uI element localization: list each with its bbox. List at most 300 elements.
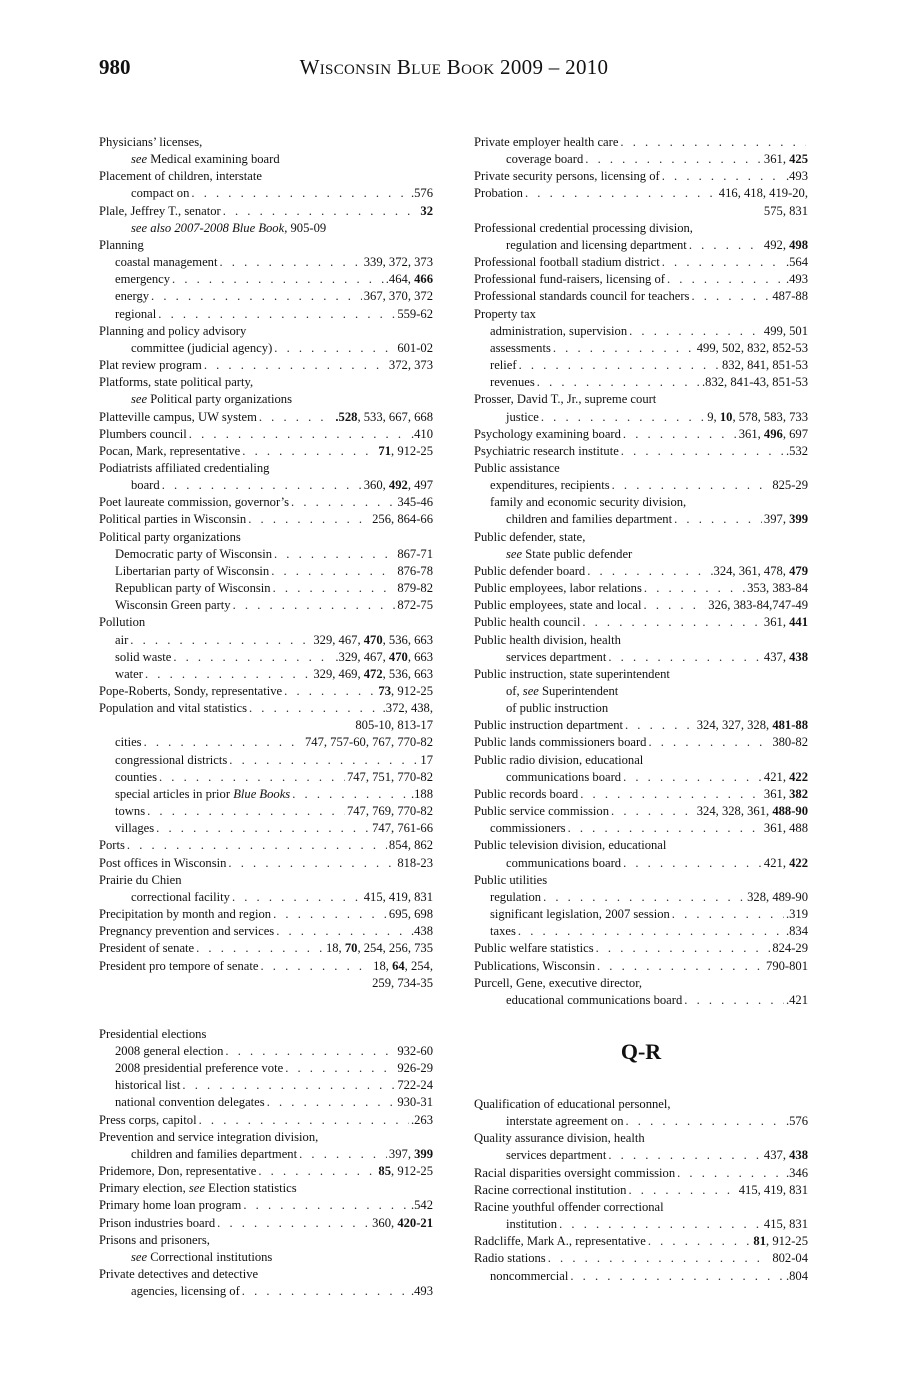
index-line bbox=[474, 254, 808, 271]
index-entry bbox=[99, 1094, 433, 1111]
entry-text: Racine correctional institution bbox=[474, 1182, 627, 1197]
page-refs bbox=[786, 923, 808, 940]
page-refs bbox=[411, 923, 433, 940]
page-ref: 559-62 bbox=[397, 306, 433, 321]
index-line bbox=[474, 1250, 808, 1267]
entry-text: Prosser, David T., Jr., supreme court bbox=[474, 392, 657, 407]
index-entry bbox=[474, 477, 808, 494]
page-ref: .493 bbox=[785, 169, 808, 184]
page-ref: .576 bbox=[785, 1114, 808, 1129]
index-line bbox=[474, 546, 808, 563]
index-entry bbox=[474, 168, 808, 185]
index-entry bbox=[99, 769, 433, 786]
page-refs bbox=[697, 717, 808, 734]
page-ref: 421, bbox=[763, 855, 790, 870]
entry-text: Public records board bbox=[474, 786, 579, 801]
entry-text: Public lands commissioners board bbox=[474, 735, 647, 750]
page-ref: 415, 831 bbox=[763, 1217, 808, 1232]
page-ref: .576 bbox=[410, 186, 433, 201]
index-entry bbox=[99, 460, 433, 494]
page-ref: 18, bbox=[373, 958, 393, 973]
entry-text: 2008 presidential preference vote bbox=[115, 1061, 284, 1076]
page-refs bbox=[397, 494, 433, 511]
entry-text: Political party organizations bbox=[99, 529, 241, 544]
page-refs bbox=[411, 185, 433, 202]
dot-leader bbox=[228, 855, 395, 872]
page-refs bbox=[722, 357, 808, 374]
page-ref: 415, 419, 831 bbox=[363, 889, 433, 904]
page-refs bbox=[786, 254, 808, 271]
page-refs bbox=[313, 632, 433, 649]
index-line bbox=[99, 1094, 433, 1111]
entry-text: Press corps, capitol bbox=[99, 1112, 197, 1127]
primary-page-ref: 492 bbox=[388, 478, 408, 493]
index-line bbox=[99, 134, 433, 151]
page-refs bbox=[420, 203, 433, 220]
entry-text: relief bbox=[490, 358, 517, 373]
index-line bbox=[99, 1180, 433, 1197]
entry-text: see also 2007-2008 Blue Book, 905-09 bbox=[131, 220, 327, 235]
page-ref: , 578, 583, 733 bbox=[732, 409, 808, 424]
primary-page-ref: 422 bbox=[789, 769, 808, 784]
index-line bbox=[474, 443, 808, 460]
page-ref: .564 bbox=[785, 255, 808, 270]
entry-text: President of senate bbox=[99, 941, 195, 956]
page-refs bbox=[764, 786, 808, 803]
index-entry bbox=[99, 271, 433, 288]
index-line bbox=[474, 185, 808, 202]
index-entry bbox=[99, 1026, 433, 1043]
index-entry bbox=[474, 820, 808, 837]
page-ref: 326, 383-84,747-49 bbox=[708, 598, 808, 613]
page-ref: 18, bbox=[325, 941, 345, 956]
entry-text: counties bbox=[115, 769, 157, 784]
entry-text: Primary election, see Election statistics bbox=[99, 1181, 297, 1196]
page-ref: 380-82 bbox=[772, 735, 808, 750]
index-line bbox=[99, 820, 433, 837]
entry-text: Professional football stadium district bbox=[474, 255, 660, 270]
page-refs bbox=[719, 185, 808, 202]
page-refs bbox=[372, 1215, 433, 1232]
primary-page-ref: 81 bbox=[753, 1234, 767, 1249]
page-ref: .319 bbox=[785, 907, 808, 922]
dot-leader bbox=[144, 734, 303, 751]
index-entry bbox=[99, 374, 433, 408]
page-ref: 487-88 bbox=[772, 289, 808, 304]
page-refs bbox=[786, 1113, 808, 1130]
entry-text: commissioners bbox=[490, 821, 566, 836]
entry-text: special articles in prior Blue Books bbox=[115, 786, 291, 801]
index-line bbox=[99, 1077, 433, 1094]
index-line bbox=[474, 237, 808, 254]
entry-text: significant legislation, 2007 session bbox=[490, 907, 670, 922]
entry-text: agencies, licensing of bbox=[131, 1284, 240, 1299]
page-refs bbox=[313, 666, 433, 683]
page-ref: 361, bbox=[738, 426, 764, 441]
index-line bbox=[99, 306, 433, 323]
entry-text: Psychology examining board bbox=[474, 426, 621, 441]
primary-page-ref: .528 bbox=[335, 409, 358, 424]
index-entry bbox=[474, 1096, 808, 1130]
page-refs bbox=[747, 889, 808, 906]
page-refs bbox=[411, 1197, 433, 1214]
index-line bbox=[474, 975, 808, 992]
index-entry bbox=[99, 529, 433, 546]
index-entry bbox=[474, 632, 808, 666]
entry-text: see Political party organizations bbox=[131, 392, 293, 407]
page-ref: , 663 bbox=[407, 649, 433, 664]
page-refs bbox=[764, 820, 808, 837]
entry-text: Prevention and service integration division, bbox=[99, 1129, 319, 1144]
dot-leader bbox=[677, 1165, 784, 1182]
page-ref: .346 bbox=[785, 1165, 808, 1180]
index-entry bbox=[99, 734, 433, 751]
index-entry bbox=[99, 563, 433, 580]
entry-text: Population and vital statistics bbox=[99, 701, 247, 716]
dot-leader bbox=[568, 820, 762, 837]
entry-text: services department bbox=[506, 1148, 607, 1163]
page-ref: 339, 372, 373 bbox=[363, 255, 433, 270]
index-entry bbox=[474, 923, 808, 940]
index-entry bbox=[474, 580, 808, 597]
page-refs bbox=[335, 649, 433, 666]
index-column-left bbox=[99, 134, 433, 1300]
primary-page-ref: 425 bbox=[789, 152, 808, 167]
page-refs bbox=[702, 374, 808, 391]
page-refs bbox=[786, 443, 808, 460]
index-line bbox=[474, 1199, 808, 1216]
index-entry bbox=[474, 906, 808, 923]
index-entry bbox=[99, 837, 433, 854]
entry-text: President pro tempore of senate bbox=[99, 958, 259, 973]
page-refs bbox=[347, 769, 433, 786]
index-entry bbox=[474, 426, 808, 443]
index-line bbox=[474, 374, 808, 391]
index-line bbox=[99, 203, 433, 220]
dot-leader bbox=[689, 237, 762, 254]
index-line bbox=[99, 906, 433, 923]
entry-text: Professional fund-raisers, licensing of bbox=[474, 272, 665, 287]
dot-leader bbox=[674, 511, 762, 528]
entry-text: Democratic party of Wisconsin bbox=[115, 546, 272, 561]
page-refs bbox=[786, 1165, 808, 1182]
index-line bbox=[474, 271, 808, 288]
dot-leader bbox=[543, 889, 745, 906]
index-entry bbox=[474, 254, 808, 271]
primary-page-ref: 466 bbox=[414, 272, 433, 287]
dot-leader bbox=[629, 323, 762, 340]
primary-page-ref: 399 bbox=[414, 1146, 433, 1161]
index-line bbox=[474, 460, 808, 477]
page-refs bbox=[397, 1077, 433, 1094]
page-ref: , 912-25 bbox=[391, 1164, 433, 1179]
entry-text: Public welfare statistics bbox=[474, 941, 594, 956]
entry-text: Primary home loan program bbox=[99, 1198, 242, 1213]
page-refs bbox=[397, 580, 433, 597]
page-ref: 329, 469, bbox=[313, 666, 364, 681]
entry-text: Placement of children, interstate bbox=[99, 169, 262, 184]
dot-leader bbox=[158, 306, 395, 323]
page-ref: 372, 373 bbox=[388, 358, 433, 373]
page-ref: 872-75 bbox=[397, 598, 433, 613]
index-entry bbox=[474, 288, 808, 305]
primary-page-ref: 70 bbox=[344, 941, 358, 956]
index-line bbox=[99, 803, 433, 820]
dot-leader bbox=[291, 494, 395, 511]
index-entry bbox=[99, 1163, 433, 1180]
dot-leader bbox=[274, 340, 395, 357]
entry-text: justice bbox=[506, 409, 539, 424]
page-refs bbox=[411, 786, 433, 803]
page-ref: 499, 502, 832, 852-53 bbox=[696, 340, 808, 355]
index-line bbox=[99, 597, 433, 614]
entry-text: Physicians’ licenses, bbox=[99, 135, 203, 149]
primary-page-ref: 64 bbox=[392, 958, 405, 973]
dot-leader bbox=[620, 134, 806, 151]
index-entry bbox=[474, 443, 808, 460]
primary-page-ref: 10 bbox=[719, 409, 733, 424]
dot-leader bbox=[156, 820, 370, 837]
page-refs bbox=[335, 409, 433, 426]
index-line bbox=[474, 220, 808, 237]
entry-text: Pollution bbox=[99, 615, 146, 630]
page-refs bbox=[372, 820, 433, 837]
index-line bbox=[99, 1129, 433, 1146]
page-refs bbox=[697, 803, 808, 820]
dot-leader bbox=[259, 409, 334, 426]
page-refs bbox=[764, 1216, 808, 1233]
index-entry bbox=[99, 1112, 433, 1129]
entry-text: see Medical examining board bbox=[131, 152, 280, 167]
index-entry bbox=[99, 1232, 433, 1266]
index-entry bbox=[99, 409, 433, 426]
index-entry bbox=[99, 940, 433, 957]
index-line bbox=[474, 632, 808, 649]
entry-text: communications board bbox=[506, 769, 622, 784]
index-entry bbox=[474, 460, 808, 477]
entry-text: Publications, Wisconsin bbox=[474, 958, 595, 973]
index-entry bbox=[474, 374, 808, 391]
dot-leader bbox=[130, 632, 311, 649]
index-line bbox=[99, 580, 433, 597]
dot-leader bbox=[243, 1197, 409, 1214]
index-entry bbox=[474, 717, 808, 734]
page-refs bbox=[764, 237, 808, 254]
entry-text: Public defender board bbox=[474, 563, 586, 578]
index-entry bbox=[99, 511, 433, 528]
index-entry bbox=[474, 1233, 808, 1250]
dot-leader bbox=[217, 1215, 370, 1232]
page-refs bbox=[389, 906, 433, 923]
entry-text: Qualification of educational personnel, bbox=[474, 1096, 671, 1111]
entry-text: Public health division, health bbox=[474, 632, 621, 647]
dot-leader bbox=[672, 906, 784, 923]
index-line bbox=[99, 357, 433, 374]
index-line bbox=[474, 1147, 808, 1164]
entry-text: children and families department bbox=[506, 512, 673, 527]
page-ref: 361, 488 bbox=[763, 821, 808, 836]
index-line bbox=[474, 1182, 808, 1199]
dot-leader bbox=[225, 1043, 395, 1060]
section-heading: Q-R bbox=[620, 1038, 662, 1064]
entry-text: Plat review program bbox=[99, 358, 202, 373]
page-refs bbox=[772, 734, 808, 751]
primary-page-ref: 470 bbox=[363, 632, 383, 647]
entry-text: Poet laureate commission, governor’s bbox=[99, 495, 290, 510]
page-ref: 926-29 bbox=[397, 1061, 433, 1076]
page-refs bbox=[764, 649, 808, 666]
index-entry bbox=[99, 700, 433, 734]
index-line bbox=[99, 1146, 433, 1163]
index-line bbox=[99, 460, 433, 477]
page-ref: .372, 438, bbox=[382, 701, 433, 716]
entry-text: educational communications board bbox=[506, 992, 683, 1007]
page-refs bbox=[786, 906, 808, 923]
dot-leader bbox=[626, 1113, 784, 1130]
index-entry bbox=[99, 906, 433, 923]
page-ref: .532 bbox=[785, 443, 808, 458]
index-entry bbox=[474, 837, 808, 871]
index-entry bbox=[99, 820, 433, 837]
primary-page-ref: 481-88 bbox=[772, 718, 808, 733]
page-ref: .834 bbox=[785, 924, 808, 939]
entry-text: solid waste bbox=[115, 649, 172, 664]
entry-text: Psychiatric research institute bbox=[474, 443, 619, 458]
index-column-right bbox=[474, 134, 808, 1285]
index-entry bbox=[474, 1250, 808, 1267]
dot-leader bbox=[127, 837, 387, 854]
entry-text: Professional standards council for teachers bbox=[474, 289, 690, 304]
page-refs bbox=[397, 1094, 433, 1111]
primary-page-ref: 470 bbox=[388, 649, 408, 664]
page-ref: .324, 361, 478, bbox=[710, 563, 790, 578]
index-line bbox=[474, 906, 808, 923]
index-line bbox=[474, 1268, 808, 1285]
index-entry bbox=[474, 220, 808, 254]
index-line bbox=[99, 220, 433, 237]
index-entry bbox=[474, 357, 808, 374]
dot-leader bbox=[223, 203, 419, 220]
index-line bbox=[474, 151, 808, 168]
dot-leader bbox=[196, 940, 324, 957]
index-entry bbox=[474, 752, 808, 786]
index-line bbox=[99, 1197, 433, 1214]
index-entry bbox=[474, 563, 808, 580]
index-line bbox=[99, 734, 433, 751]
index-entry bbox=[99, 958, 433, 992]
dot-leader bbox=[644, 580, 745, 597]
entry-text: administration, supervision bbox=[490, 323, 628, 338]
page-refs bbox=[753, 1233, 808, 1250]
index-entry bbox=[99, 237, 433, 254]
page-ref: , 536, 663 bbox=[382, 632, 433, 647]
index-line bbox=[99, 649, 433, 666]
page-refs bbox=[764, 769, 808, 786]
entry-text: Plumbers council bbox=[99, 426, 187, 441]
index-entry bbox=[99, 254, 433, 271]
entry-text: historical list bbox=[115, 1078, 181, 1093]
page-ref: .329, 467, bbox=[335, 649, 389, 664]
page-ref: 876-78 bbox=[397, 563, 433, 578]
index-line bbox=[99, 168, 433, 185]
dot-leader bbox=[285, 1060, 395, 1077]
index-line bbox=[99, 1026, 433, 1043]
entry-text: compact on bbox=[131, 186, 190, 201]
entry-text: Public health council bbox=[474, 615, 581, 630]
page-ref: 17 bbox=[420, 752, 433, 767]
index-line bbox=[474, 940, 808, 957]
page-ref: , 254, bbox=[404, 958, 433, 973]
page-ref: 256, 864-66 bbox=[372, 512, 433, 527]
index-entry bbox=[99, 323, 433, 357]
index-entry bbox=[99, 1266, 433, 1300]
entry-text: air bbox=[115, 632, 129, 647]
index-entry bbox=[474, 1165, 808, 1182]
page-refs bbox=[420, 752, 433, 769]
entry-text: water bbox=[115, 666, 143, 681]
index-line bbox=[99, 1283, 433, 1300]
page-ref: 695, 698 bbox=[388, 907, 433, 922]
index-entry bbox=[99, 872, 433, 906]
dot-leader bbox=[292, 786, 409, 803]
index-line bbox=[474, 872, 808, 889]
page-refs bbox=[710, 563, 808, 580]
index-line bbox=[474, 1233, 808, 1250]
index-line bbox=[99, 494, 433, 511]
running-title: Wisconsin Blue Book 2009 – 2010 bbox=[299, 55, 609, 79]
entry-text: Pridemore, Don, representative bbox=[99, 1164, 257, 1179]
index-entry bbox=[474, 271, 808, 288]
index-entry bbox=[99, 1197, 433, 1214]
index-line bbox=[474, 1113, 808, 1130]
index-entry bbox=[474, 323, 808, 340]
index-entry bbox=[474, 391, 808, 425]
index-line bbox=[474, 340, 808, 357]
index-entry bbox=[99, 168, 433, 202]
dot-leader bbox=[662, 168, 784, 185]
page-ref: 437, bbox=[763, 1148, 790, 1163]
entry-text: Pocan, Mark, representative bbox=[99, 443, 241, 458]
index-line bbox=[474, 323, 808, 340]
index-line bbox=[474, 889, 808, 906]
page-refs bbox=[305, 734, 433, 751]
dot-leader bbox=[219, 254, 361, 271]
page-refs bbox=[397, 1043, 433, 1060]
entry-text: family and economic security division, bbox=[490, 495, 687, 510]
page-refs bbox=[697, 340, 808, 357]
index-entry bbox=[474, 1182, 808, 1199]
index-line bbox=[474, 357, 808, 374]
index-line bbox=[474, 1130, 808, 1147]
entry-text: congressional districts bbox=[115, 752, 228, 767]
page-refs bbox=[378, 1163, 433, 1180]
primary-page-ref: 382 bbox=[789, 786, 808, 801]
page-ref: 324, 328, 361, bbox=[696, 804, 773, 819]
index-entry bbox=[99, 614, 433, 631]
index-line bbox=[474, 563, 808, 580]
entry-text: interstate agreement on bbox=[506, 1114, 624, 1129]
page-refs bbox=[786, 271, 808, 288]
page-refs bbox=[786, 168, 808, 185]
page-refs bbox=[347, 803, 433, 820]
index-line bbox=[474, 426, 808, 443]
primary-page-ref: 420-21 bbox=[397, 1215, 433, 1230]
page-refs bbox=[364, 254, 433, 271]
entry-text: taxes bbox=[490, 924, 516, 939]
primary-page-ref: 438 bbox=[789, 1148, 808, 1163]
index-line bbox=[474, 803, 808, 820]
page-ref: .493 bbox=[410, 1284, 433, 1299]
